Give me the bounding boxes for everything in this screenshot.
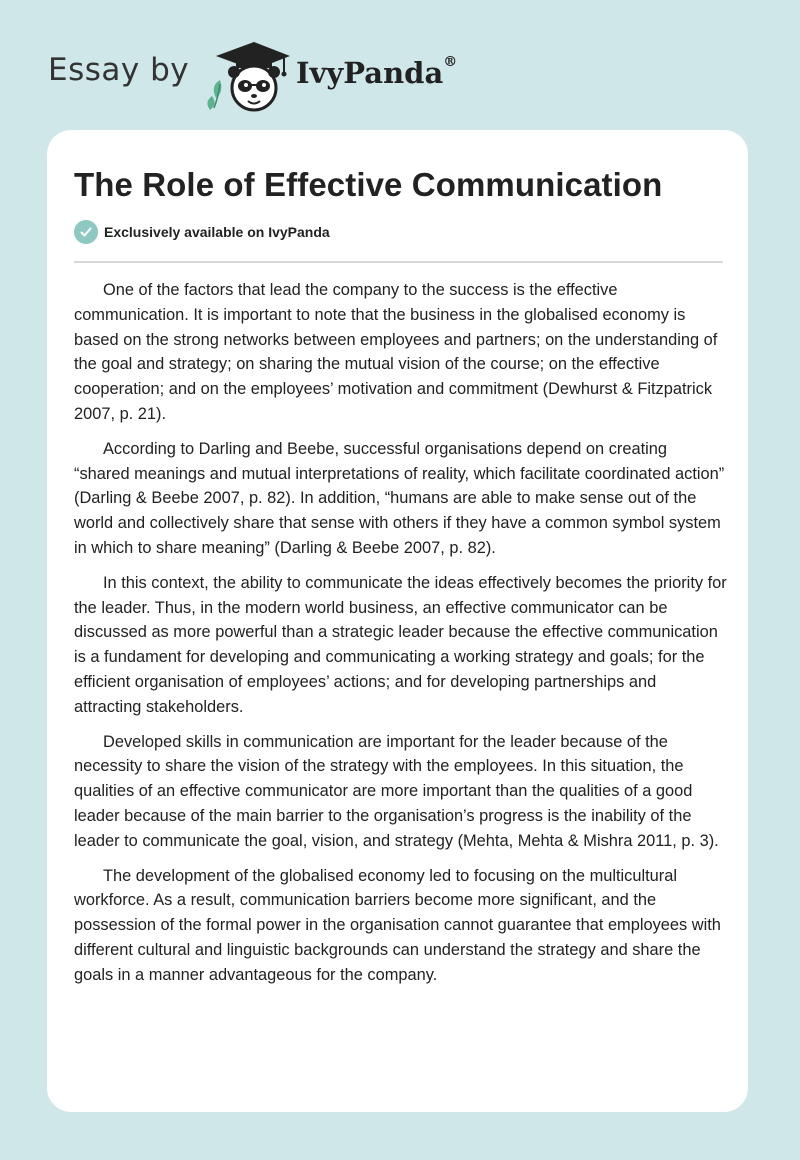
exclusive-badge-text: Exclusively available on IvyPanda	[104, 224, 330, 240]
paragraph: Developed skills in communication are important for the leader because of the necessity to share the vision of the strategy with the employees. In this situation, the qualities of an effective communicator are more important than the qualities of a good leader because of the main barrier to the organisation’s progress is the inability of the leader to communicate the goal, vision, and strategy (Mehta, Mehta & Mishra 2011, p. 3).	[74, 732, 719, 850]
divider	[74, 261, 723, 263]
paragraph: According to Darling and Beebe, successful organisations depend on creating “shared meanings and mutual interpretations of reality, which facilitate coordinated action” (Darling & Beebe 2007, p. 82). In addition, “humans are able to make sense out of the world and collectively share that sense with others if they have a common symbol system in which to share meaning” (Darling & Beebe 2007, p. 82).	[74, 439, 725, 557]
brand-name[interactable]	[296, 56, 457, 90]
essay-card	[47, 130, 748, 1112]
paragraph: One of the factors that lead the company to the success is the effective communication. It is important to note that the business in the globalised economy is based on the strong networks between employees and partners; on the understanding of the goal and strategy; on sharing the mutual vision of the course; on the effective cooperation; and on the employees’ motivation and commitment (Dewhurst & Fitzpatrick 2007, p. 21).	[74, 281, 718, 423]
brand-header	[48, 36, 548, 112]
check-circle-icon	[74, 220, 98, 244]
registered-mark: ®	[443, 54, 458, 70]
exclusive-badge	[74, 220, 330, 244]
essay-body	[74, 278, 727, 998]
brand-prefix: Essay by	[48, 52, 190, 88]
page-title: The Role of Effective Communication	[74, 166, 663, 203]
paragraph: In this context, the ability to communicate the ideas effectively becomes the priority for the leader. Thus, in the modern world business, an effective communicator can be discussed as more powerful than a strategic leader because the effective communication is a fundament for developing and communicating a working strategy and goals; for the efficient organisation of employees’ actions; and for developing partnerships and attracting stakeholders.	[74, 573, 727, 716]
panda-logo-icon[interactable]	[198, 36, 294, 112]
brand-name-text: IvyPanda	[296, 56, 444, 90]
paragraph: The development of the globalised economy led to focusing on the multicultural workforce. As a result, communication barriers become more significant, and the possession of the formal power in the organisation cannot guarantee that employees with different cultural and linguistic backgrounds can understand the strategy and share the goals in a manner advantageous for the company.	[74, 866, 721, 984]
